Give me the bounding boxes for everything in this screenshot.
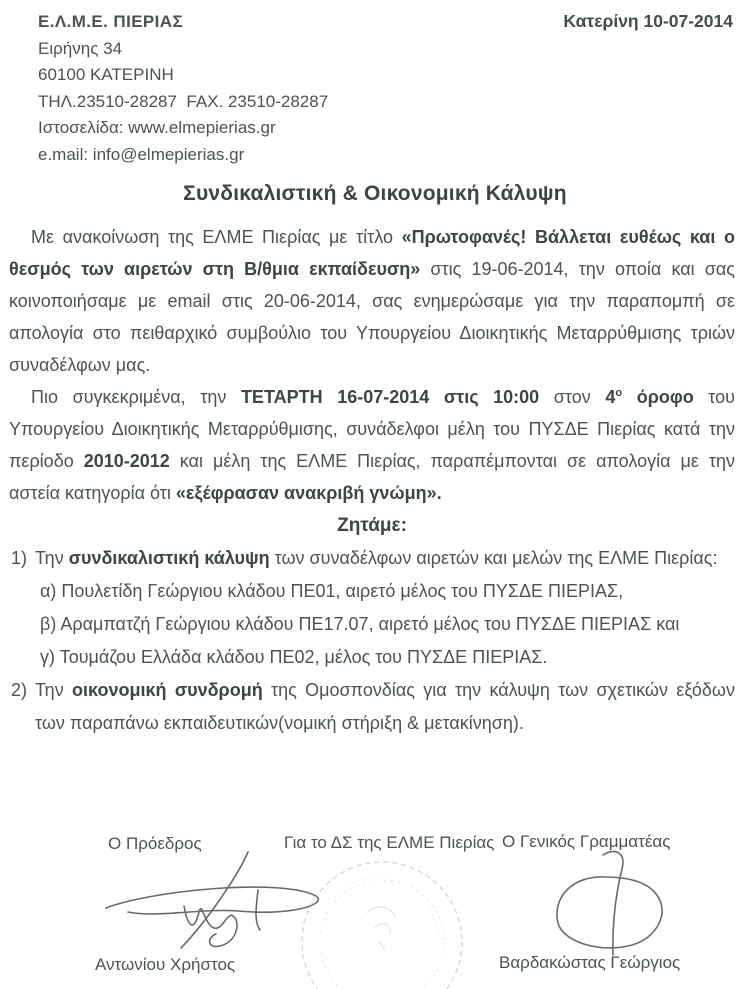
p2-text-4: και μέλη της ΕΛΜΕ Πιερίας, παραπέμπονται σε απολογία με την αστεία κατηγορία ότι	[9, 451, 735, 503]
item-2-number: 2)	[11, 680, 28, 700]
p2-bold-datetime: ΤΕΤΑΡΤΗ 16-07-2014 στις 10:00	[240, 387, 540, 407]
secretary-signature	[528, 845, 683, 960]
sub-item-a: α) Πουλετίδη Γεώργιου κλάδου ΠΕ01, αιρετό μέλος του ΠΥΣΔΕ ΠΙΕΡΙΑΣ,	[40, 581, 624, 601]
president-role-label: Ο Πρόεδρος	[108, 834, 202, 853]
item-1-text-rest: των συναδέλφων αιρετών και μελών της ΕΛΜΕ Πιερίας:	[269, 548, 718, 568]
org-name: Ε.Λ.Μ.Ε. ΠΙΕΡΙΑΣ	[38, 12, 184, 31]
board-label: Για το ΔΣ της ΕΛΜΕ Πιερίας	[284, 833, 495, 852]
sub-item-b: β) Αραμπατζή Γεώργιου κλάδου ΠΕ17.07, αιρετό μέλος του ΠΥΣΔΕ ΠΙΕΡΙΑΣ και	[40, 614, 680, 634]
address-line-2: 60100 ΚΑΤΕΡΙΝΗ	[38, 65, 174, 84]
p2-text-3: του Υπουργείου Διοικητικής Μεταρρύθμισης, συνάδελφοι μέλη του ΠΥΣΔΕ Πιερίας κατά την περίοδο	[9, 387, 736, 471]
document-title: Συνδικαλιστική & Οικονομική Κάλυψη	[183, 182, 567, 205]
president-name: Αντωνίου Χρήστος	[95, 955, 236, 974]
secretary-role-label: Ο Γενικός Γραμματέας	[502, 832, 671, 851]
sender-block	[38, 9, 328, 168]
item-2-text-rest: της Ομοσπονδίας για την κάλυψη των σχετικών εξόδων των παραπάνω εκπαιδευτικών(νομική στήριξη & μετακίνηση).	[35, 680, 735, 733]
floor-word: όροφο	[622, 387, 694, 407]
paragraph-2	[9, 381, 735, 509]
website-line: Ιστοσελίδα: www.elmepierias.gr	[38, 118, 276, 137]
item-2-text: Την	[35, 680, 73, 700]
address-line-1: Ειρήνης 34	[38, 38, 123, 58]
letter-header	[0, 0, 750, 168]
p1-bold-announcement-title: «Πρωτοφανές! Βάλλεται ευθέως και ο θεσμός των αιρετών στη Β/θμια εκπαίδευση»	[9, 227, 735, 279]
p2-bold-period: 2010-2012	[83, 451, 170, 471]
date-place: Κατερίνη 10-07-2014	[563, 11, 733, 31]
email-line: e.mail: info@elmepierias.gr	[38, 144, 245, 164]
p2-bold-floor	[605, 387, 693, 407]
item-1-text: Την	[35, 548, 69, 568]
floor-ordinal-sup: ο	[615, 387, 623, 399]
request-item-1	[9, 542, 735, 575]
p2-bold-quote: «εξέφρασαν ανακριβή γνώμη».	[175, 483, 442, 503]
letter-body	[0, 221, 750, 740]
phone-fax-line: ΤΗΛ.23510-28287 FAX. 23510-28287	[38, 91, 329, 111]
requests-heading: Ζητάμε:	[337, 515, 407, 536]
item-2-bold: οικονομική συνδρομή	[72, 680, 263, 700]
secretary-name: Βαρδακώστας Γεώργιος	[499, 953, 681, 972]
item-1-bold: συνδικαλιστική κάλυψη	[68, 548, 270, 568]
item-1-number: 1)	[11, 548, 28, 568]
p2-text: Πιο συγκεκριμένα, την	[31, 387, 241, 407]
paragraph-1	[9, 221, 735, 381]
p1-text-rest: στις 19-06-2014, την οποία και σας κοινοποιήσαμε με email στις 20-06-2014, σας ενημερώσαμε για την παραπομπή σε απολογία στο πειθαρχικό συμβούλιο του Υπουργείου Διοικητικής Μεταρρύθμισης τριών συναδέλφων μας.	[9, 259, 735, 375]
p1-text: Με ανακοίνωση της ΕΛΜΕ Πιερίας με τίτλο	[31, 227, 402, 247]
request-item-2	[9, 674, 735, 740]
round-stamp-icon	[297, 858, 467, 989]
floor-number: 4	[605, 387, 616, 407]
sub-item-c: γ) Τουμάζου Ελλάδα κλάδου ΠΕ02, μέλος του ΠΥΣΔΕ ΠΙΕΡΙΑΣ.	[40, 647, 548, 667]
p2-text-2: στον	[539, 387, 606, 407]
